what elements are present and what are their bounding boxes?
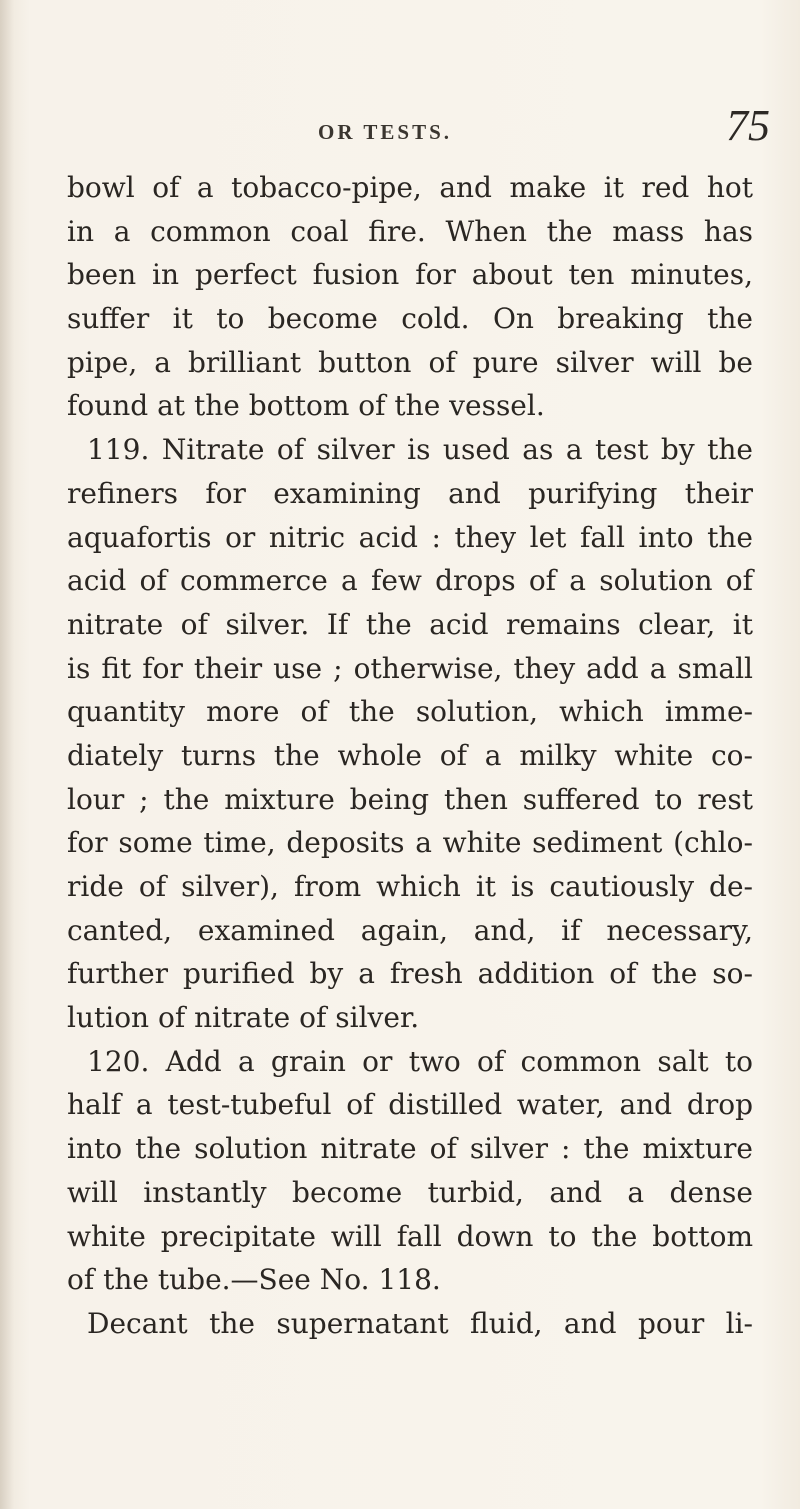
text-line: nitrate of silver. If the acid remains clear, it bbox=[67, 607, 753, 641]
text-line: diately turns the whole of a milky white co- bbox=[67, 738, 753, 772]
text-line: acid of commerce a few drops of a solution of bbox=[67, 564, 753, 598]
text-line: been in perfect fusion for about ten minutes, bbox=[67, 258, 753, 292]
text-line: suffer it to become cold. On breaking the bbox=[67, 302, 753, 336]
paragraph-decant-start: Decant the supernatant fluid, and pour li- bbox=[87, 1306, 753, 1340]
page-header bbox=[0, 101, 800, 158]
text-line: bowl of a tobacco-pipe, and make it red hot bbox=[67, 171, 753, 204]
text-line: is fit for their use ; otherwise, they add a small bbox=[67, 651, 753, 685]
text-line: half a test-tubeful of distilled water, and drop bbox=[67, 1088, 753, 1122]
text-line: for some time, deposits a white sediment (chlo- bbox=[67, 826, 753, 860]
text-line: ride of silver), from which it is cautiously de- bbox=[67, 870, 753, 903]
text-line: of the tube.—See No. 118. bbox=[67, 1263, 441, 1297]
text-line: in a common coal fire. When the mass has bbox=[67, 214, 753, 248]
text-line: aquafortis or nitric acid : they let fall into the bbox=[67, 520, 753, 554]
text-line: quantity more of the solution, which imme- bbox=[67, 695, 753, 729]
body-text bbox=[67, 166, 753, 1346]
text-line: will instantly become turbid, and a dense bbox=[67, 1175, 753, 1209]
text-line: refiners for examining and purifying their bbox=[67, 476, 753, 510]
paragraph-120-start: 120. Add a grain or two of common salt to bbox=[87, 1044, 753, 1078]
text-line: found at the bottom of the vessel. bbox=[67, 389, 545, 423]
text-line: further purified by a fresh addition of the so- bbox=[67, 957, 753, 991]
running-head: OR TESTS. bbox=[318, 120, 452, 144]
text-line: lution of nitrate of silver. bbox=[67, 1001, 420, 1035]
text-line: lour ; the mixture being then suffered to rest bbox=[67, 782, 753, 816]
text-line: pipe, a brilliant button of pure silver will be bbox=[67, 345, 753, 379]
text-line: white precipitate will fall down to the bottom bbox=[67, 1219, 753, 1253]
gutter-shadow bbox=[0, 0, 14, 1509]
paragraph-119-start: 119. Nitrate of silver is used as a test by the bbox=[87, 433, 753, 467]
page-number: 75 bbox=[726, 101, 770, 150]
text-line: into the solution nitrate of silver : the mixture bbox=[67, 1132, 753, 1166]
text-line: canted, examined again, and, if necessary, bbox=[67, 913, 753, 947]
